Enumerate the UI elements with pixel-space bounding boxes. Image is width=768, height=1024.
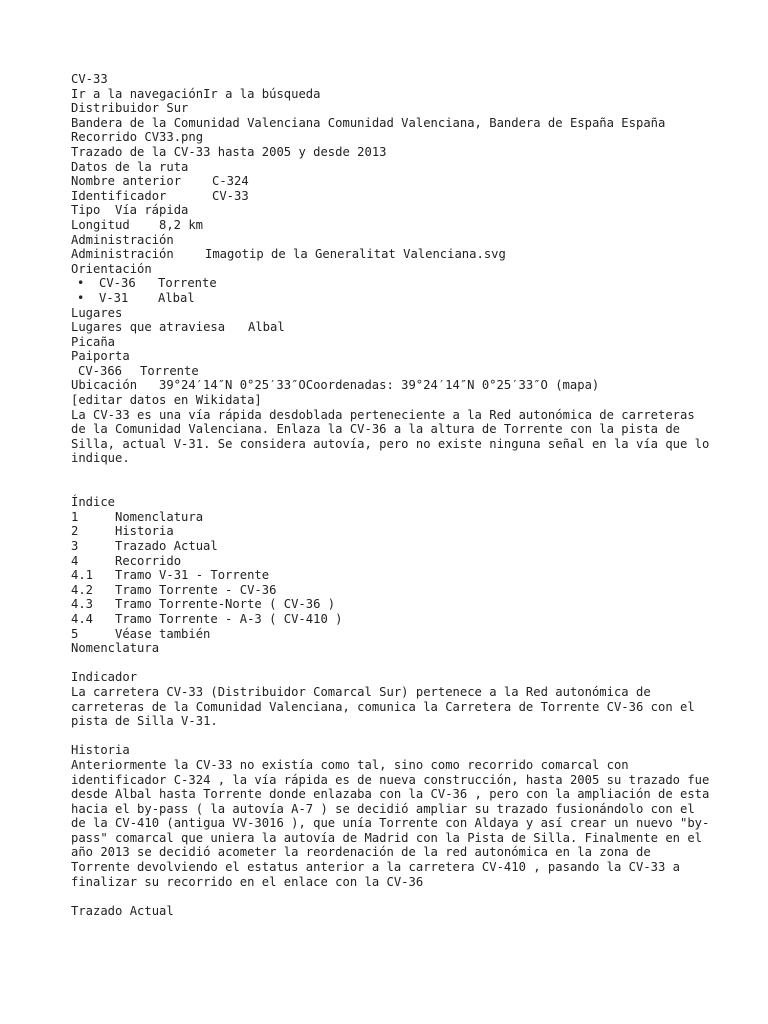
toc-number: 5 (71, 626, 79, 641)
bullet-icon: • (77, 290, 85, 305)
toc-item[interactable] (71, 539, 711, 554)
orientation-header: Orientación (71, 261, 152, 276)
toc-item[interactable] (71, 554, 711, 569)
place-link[interactable]: Picaña (71, 334, 116, 349)
toc-label[interactable]: Nomenclatura (115, 509, 204, 524)
previous-name-value[interactable]: C-324 (212, 174, 249, 189)
toc-number: 4.3 (71, 597, 94, 612)
toc-label[interactable]: Tramo Torrente - A-3 ( CV-410 ) (115, 611, 343, 626)
skip-to-search-link[interactable]: Ir a la búsqueda (203, 86, 321, 101)
page-title: CV-33 (71, 72, 108, 86)
toc-item[interactable] (71, 597, 711, 612)
intro-paragraph: La CV-33 es una vía rápida desdoblada perteneciente a la Red autonómica de carreteras de la Comunidad Valenciana. Enlaza la CV-36 a la altura de Torrente con la pista de Silla, actual V-31. Se considera autovía, pero no existe ninguna señal en la vía que lo indique. (71, 407, 710, 466)
previous-name-row (71, 174, 711, 189)
infobox-subtitle: Distribuidor Sur (71, 101, 189, 116)
admin-row (71, 247, 711, 262)
infobox-flags: Bandera de la Comunidad Valenciana Comunidad Valenciana, Bandera de España España (71, 115, 666, 130)
toc-item[interactable] (71, 583, 711, 598)
type-row (71, 203, 711, 218)
toc-number: 4.1 (71, 568, 94, 583)
route-image[interactable]: Recorrido CV33.png (71, 130, 204, 145)
toc-label[interactable]: Recorrido (115, 553, 182, 568)
orientation-place[interactable]: Albal (158, 290, 195, 305)
toc-number: 4 (71, 553, 79, 568)
places-row (71, 320, 711, 335)
location-row (71, 378, 711, 393)
toc-label[interactable]: Véase también (115, 626, 211, 641)
toc-item[interactable] (71, 510, 711, 525)
subsection-heading-indicador: Indicador (71, 670, 138, 685)
toc-number: 4.4 (71, 611, 94, 626)
bullet-icon: • (77, 276, 85, 291)
length-row (71, 218, 711, 233)
previous-name-label: Nombre anterior (71, 174, 182, 189)
places-header: Lugares (71, 305, 123, 320)
wikidata-edit-link[interactable]: [editar datos en Wikidata] (71, 393, 262, 408)
admin-logo[interactable]: Imagotip de la Generalitat Valenciana.svg (205, 247, 506, 262)
admin-header: Administración (71, 232, 174, 247)
toc-item[interactable] (71, 612, 711, 627)
toc-number: 3 (71, 539, 79, 553)
nomenclatura-paragraph: La carretera CV-33 (Distribuidor Comarcal Sur) pertenece a la Red autonómica de carreteras de la Comunidad Valenciana, comunica la Carretera de Torrente CV-36 con el pista de Silla V-31. (71, 684, 695, 729)
toc-number: 2 (71, 524, 79, 539)
junction-road[interactable]: CV-366 (78, 363, 123, 378)
article (71, 72, 711, 918)
orientation-place[interactable]: Torrente (158, 276, 217, 291)
toc-header: Índice (71, 495, 116, 510)
coordinates-link[interactable]: 39°24′14″N 0°25′33″OCoordenadas: 39°24′14″N 0°25′33″O (mapa) (159, 378, 600, 393)
section-heading-trazado-actual: Trazado Actual (71, 903, 174, 918)
place-link[interactable]: Paiporta (71, 349, 130, 364)
toc-label[interactable]: Tramo V-31 - Torrente (115, 568, 270, 583)
toc-item[interactable] (71, 524, 711, 539)
toc-item[interactable] (71, 568, 711, 583)
historia-paragraph: Anteriormente la CV-33 no existía como tal, sino como recorrido comarcal con identificador C-324 , la vía rápida es de nueva construcción, hasta 2005 su trazado fue desde Albal hasta Torrente donde enlazaba con la CV-36 , pero con la ampliación de esta hacia el by-pass ( la autovía A-7 ) se decidió ampliar su trazado fusionándolo con el de la CV-410 (antigua VV-3016 ), que unía Torrente con Aldaya y así crear un nuevo "by-pass" comarcal que uniera la autovía de Madrid con la Pista de Silla. Finalmente en el año 2013 se decidió acometer la reordenación de la red autonómica en la zona de Torrente devolviendo el estatus anterior a la carretera CV-410 , pasando la CV-33 a finalizar su recorrido en el enlace con la CV-36 (71, 757, 710, 889)
route-data-header: Datos de la ruta (71, 159, 189, 174)
toc-label[interactable]: Historia (115, 524, 174, 539)
orientation-item (71, 276, 711, 291)
toc-label[interactable]: Tramo Torrente - CV-36 (115, 582, 277, 597)
toc-number: 1 (71, 509, 79, 524)
place-link[interactable]: Albal (248, 320, 285, 335)
admin-label: Administración (71, 247, 174, 262)
length-value: 8,2 km (159, 217, 204, 232)
orientation-road[interactable]: CV-36 (99, 276, 136, 291)
section-heading-historia: Historia (71, 743, 130, 758)
junction-row (71, 364, 711, 379)
type-label: Tipo (71, 203, 101, 218)
junction-place[interactable]: Torrente (140, 363, 199, 378)
skip-to-navigation-link[interactable]: Ir a la navegación (71, 86, 204, 101)
length-label: Longitud (71, 217, 130, 232)
route-caption: Trazado de la CV-33 hasta 2005 y desde 2013 (71, 144, 387, 159)
skip-links (71, 87, 711, 102)
toc-number: 4.2 (71, 582, 94, 597)
type-value[interactable]: Vía rápida (115, 203, 189, 218)
toc-label[interactable]: Trazado Actual (115, 539, 218, 553)
toc-item[interactable] (71, 627, 711, 642)
identifier-row (71, 189, 711, 204)
orientation-road[interactable]: V-31 (99, 290, 129, 305)
identifier-label: Identificador (71, 188, 167, 203)
toc-label[interactable]: Tramo Torrente-Norte ( CV-36 ) (115, 597, 336, 612)
places-label: Lugares que atraviesa (71, 320, 226, 335)
section-heading-nomenclatura: Nomenclatura (71, 641, 160, 656)
location-label: Ubicación (71, 378, 138, 393)
orientation-item (71, 291, 711, 306)
identifier-value: CV-33 (212, 188, 249, 203)
